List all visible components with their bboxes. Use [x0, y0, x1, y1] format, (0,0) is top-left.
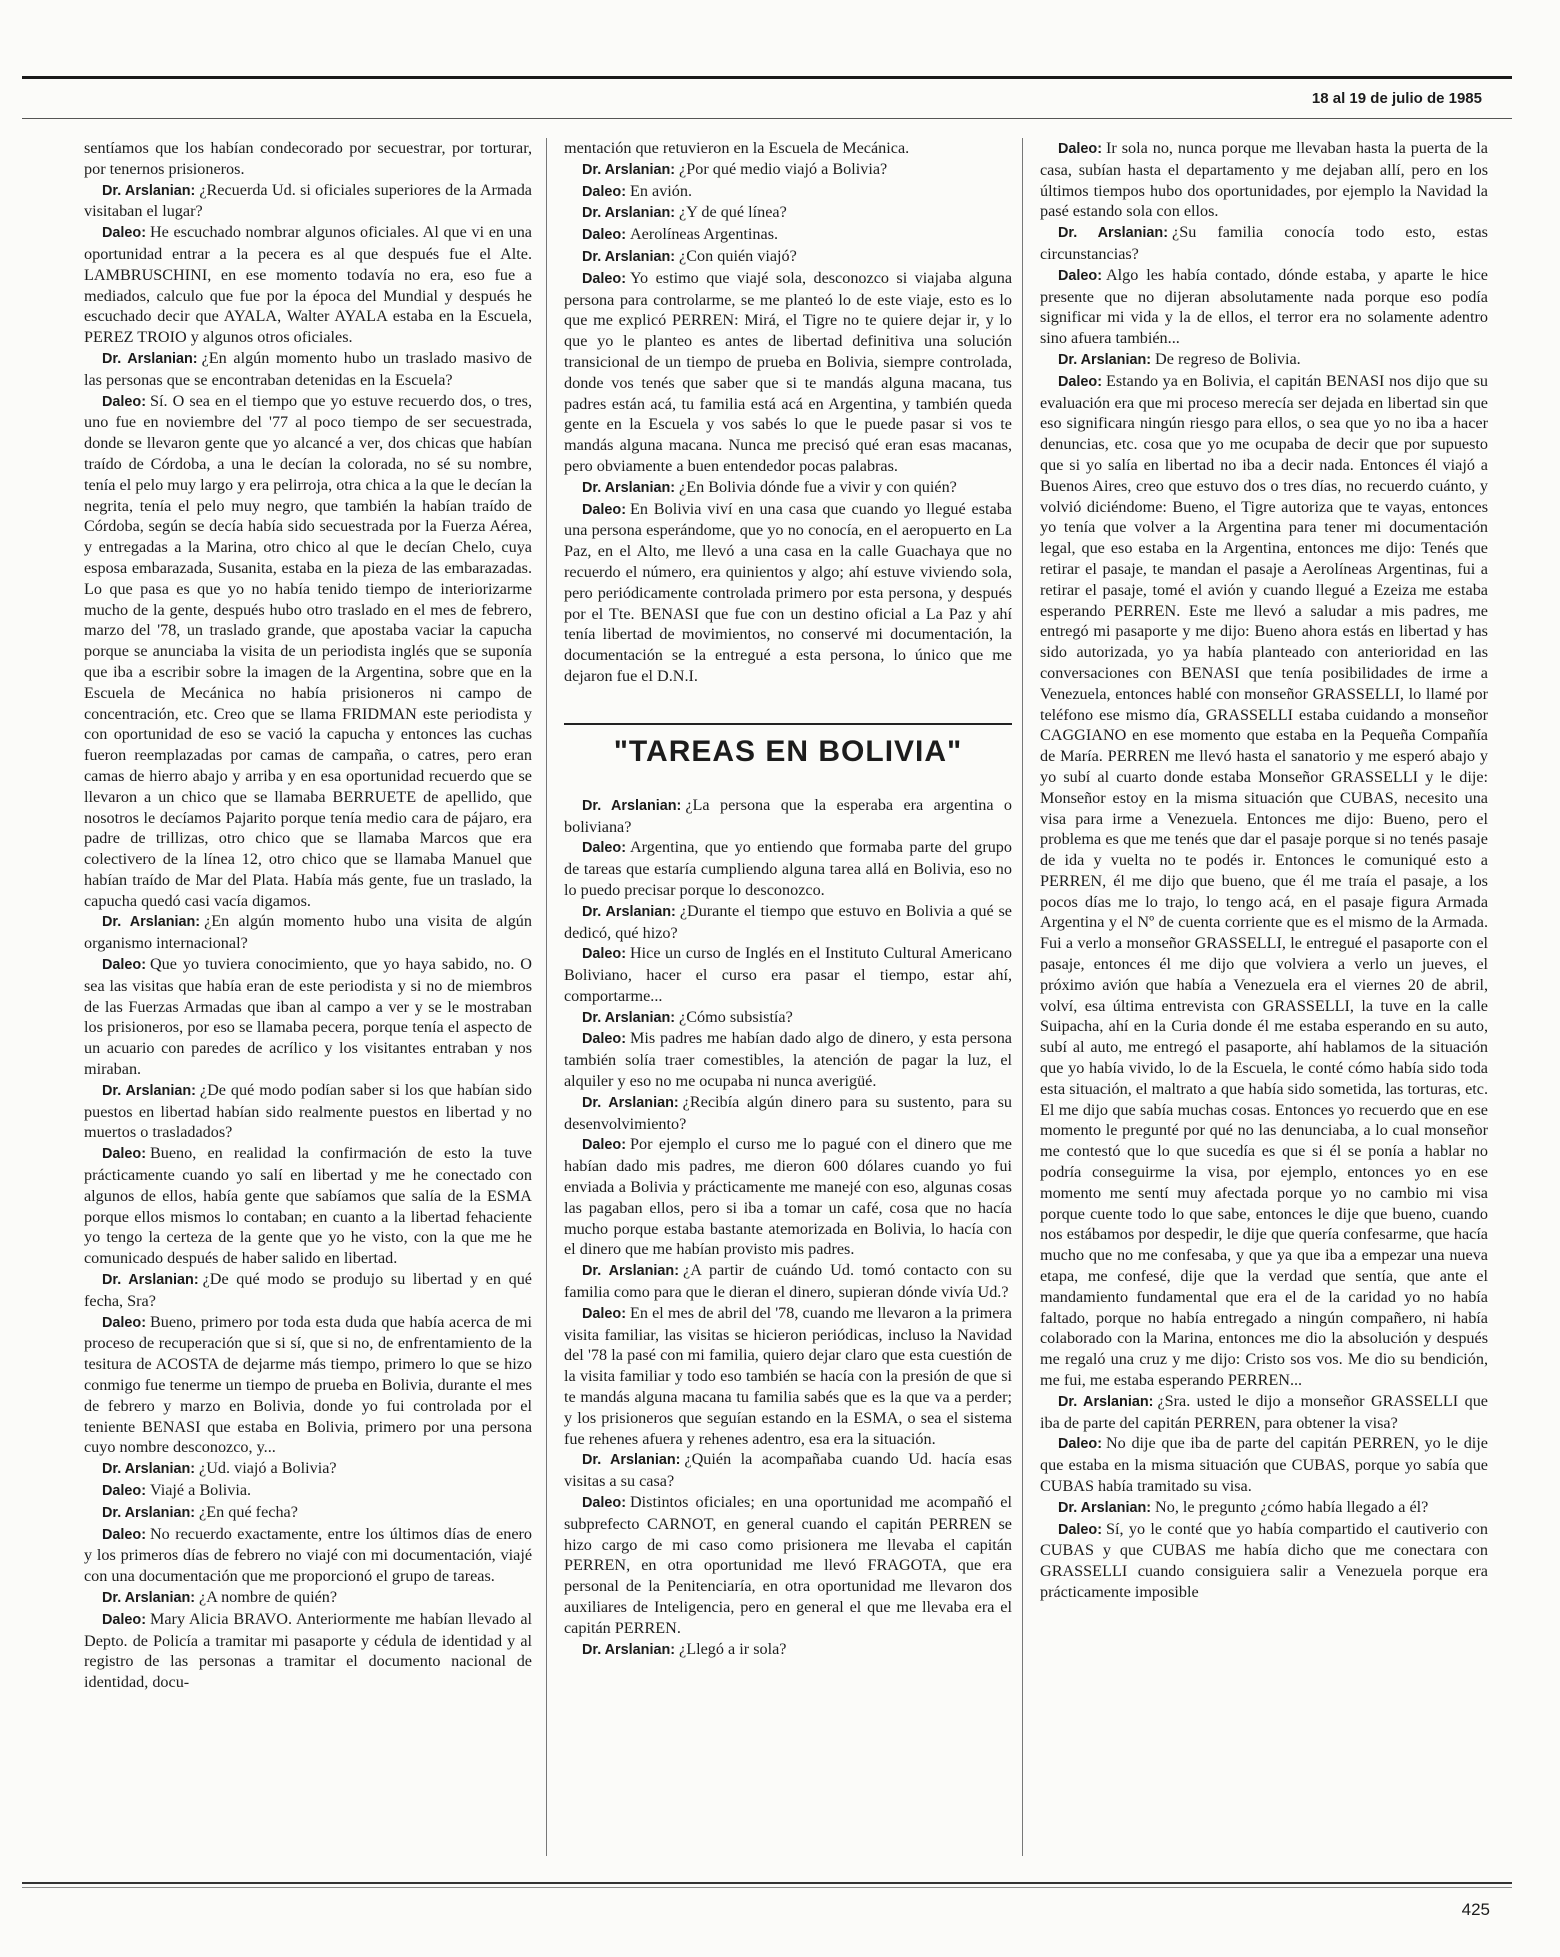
- paragraph: [84, 1269, 532, 1312]
- paragraph-text: Que yo tuviera conocimiento, que yo haya sabido, no. O sea las visitas que había eran de este periodista y si no de miembros de las Fuerzas Armadas que iban al campo a ver y se le mostraban los prisioneros, por eso se llamaba pecera, porque tenía el aspecto de un acuario con paredes de acrílico y los visitantes entraban y nos miraban.: [84, 955, 532, 1079]
- speaker-label: Daleo:: [582, 1305, 626, 1322]
- paragraph: [84, 180, 532, 223]
- column-2-top: [564, 138, 1012, 687]
- paragraph: [84, 222, 532, 348]
- speaker-label: Daleo:: [102, 225, 146, 242]
- speaker-label: Daleo:: [102, 1483, 146, 1499]
- paragraph-text: Yo estimo que viajé sola, desconozco si viajaba alguna persona para controlarme, se me planteó lo de este viaje, esto es lo que me explicó PERREN: Mirá, el Tigre no te quiere dejar ir, y lo que yo le planteo es antes de libertad definitiva una solución transicional de un tiempo de prueba en Bolivia, siempre controlada, donde vos tenés que saber que si te mandás alguna macana, tus padres están acá, tu familia está acá en Argentina, y también queda gente en la Escuela y vos sabés lo que le puede pasar si vos te mandás alguna macana. Nunca me precisó qué eran esas macanas, pero obviamente a buen entendedor pocas palabras.: [564, 268, 1012, 475]
- paragraph-text: Sí, yo le conté que yo había compartido el cautiverio con CUBAS y que CUBAS me había dicho que me conectara con GRASSELLI cuando consiguiera salir a Venezuela porque era prácticamente imposible: [1040, 1519, 1488, 1601]
- speaker-label: Dr. Arslanian:: [1058, 1499, 1152, 1516]
- speaker-label: Daleo:: [102, 1526, 146, 1543]
- column-2-bottom: [564, 795, 1012, 1661]
- section-heading-box: [564, 723, 1012, 771]
- paragraph: [84, 1524, 532, 1587]
- issue-date: 18 al 19 de julio de 1985: [1311, 90, 1482, 107]
- speaker-label: Daleo:: [102, 1146, 146, 1163]
- paragraph-text: ¿Llegó a ir sola?: [679, 1639, 787, 1658]
- paragraph-text: ¿Recuerda Ud. si oficiales superiores de la Armada visitaban el lugar?: [84, 180, 532, 221]
- speaker-label: Daleo:: [102, 957, 146, 974]
- paragraph-text: ¿Sra. usted le dijo a monseñor GRASSELLI que iba de parte del capitán PERREN, para obtener la visa?: [1040, 1391, 1488, 1432]
- paragraph: [564, 246, 1012, 268]
- paragraph: [564, 268, 1012, 477]
- paragraph: [564, 1260, 1012, 1303]
- paragraph-text: Algo les había contado, dónde estaba, y aparte le hice presente que no dijeran absolutamente nada porque eso podía significar mi vida y la de ellos, el terror era no solamente adentro sino afuera también...: [1040, 265, 1488, 348]
- speaker-label: Dr. Arslanian:: [582, 903, 676, 920]
- paragraph-text: ¿Cómo subsistía?: [679, 1007, 793, 1026]
- paragraph: [1040, 371, 1488, 1391]
- speaker-label: Daleo:: [582, 840, 626, 857]
- column-2: [564, 138, 1012, 1660]
- paragraph-text: ¿Y de qué línea?: [679, 203, 787, 222]
- speaker-label: Daleo:: [102, 1611, 146, 1628]
- speaker-label: Daleo:: [102, 393, 146, 410]
- paragraph: [84, 1502, 532, 1524]
- paragraph: [1040, 1391, 1488, 1434]
- paragraph-text: ¿En qué fecha?: [199, 1502, 298, 1521]
- paragraph-text: ¿Ud. viajó a Bolivia?: [199, 1459, 337, 1478]
- paragraph-text: Bueno, en realidad la confirmación de esto la tuve prácticamente cuando yo salí en libertad y me he conectado con algunos de ellos, había gente que sabíamos que salía de la ESMA porque ellos mismos lo contaban; en cuanto a la libertad fehaciente yo tengo la certeza de la gente que yo he visto, con la que me he comunicado después de haber salido en libertad.: [84, 1144, 532, 1268]
- paragraph-text: ¿De qué modo podían saber si los que habían sido puestos en libertad habían sido realmente puestos en libertad y no muertos o trasladados?: [84, 1080, 532, 1142]
- paragraph-text: ¿Su familia conocía todo esto, estas circunstancias?: [1040, 223, 1488, 263]
- paragraph-text: En avión.: [629, 181, 693, 200]
- header-rule: [22, 118, 1512, 119]
- paragraph: [84, 348, 532, 391]
- speaker-label: Dr. Arslanian:: [582, 1009, 676, 1026]
- speaker-label: Dr. Arslanian:: [102, 1272, 199, 1289]
- paragraph-text: En el mes de abril del '78, cuando me llevaron a la primera visita familiar, las visitas se hicieron periódicas, incluso la Navidad del '78 la pasé con mi familia, quiero dejar claro que esta cuestión de la visita familiar y todo eso también se hacía con la presión de que si te mandás alguna macana tu familia sabés que es la que va a perder; y los prisioneros que seguían estando en la ESMA, o sea el sistema fue rehenes afuera y rehenes adentro, esa era la situación.: [564, 1303, 1012, 1448]
- paragraph-text: ¿De qué modo se produjo su libertad y en qué fecha, Sra?: [84, 1270, 532, 1310]
- paragraph: [84, 1143, 532, 1269]
- paragraph: [564, 181, 1012, 203]
- paragraph: [84, 138, 532, 180]
- speaker-label: Dr. Arslanian:: [582, 1641, 676, 1658]
- speaker-label: Dr. Arslanian:: [1058, 1393, 1154, 1410]
- paragraph-text: ¿A partir de cuándo Ud. tomó contacto con su familia como para que le dieran el dinero, supieran dónde vivía Ud.?: [564, 1261, 1012, 1302]
- paragraph-text: Estando ya en Bolivia, el capitán BENASI nos dijo que su evaluación era que mi proceso merecía ser dejada en libertad sin que eso significara ningún riesgo para ellos, o sea que yo no iba a hacer denuncias, etc. cosa que yo me ocupaba de decir que por supuesto que si yo salía en libertad no iba a decir nada. Entonces él viajó a Buenos Aires, creo que estuvo dos o tres días, no recuerdo cuánto, y volvió diciéndome: Bueno, el Tigre autoriza que te vayas, entonces yo tenía que volver a la Argentina para tener mi documentación legal, que eso estaba en la Argentina, entonces me dijo: Tenés que retirar el pasaje, te mandan el pasaje a Aerolíneas Argentinas, fui a retirar el pasaje, tomé el avión y cuando llegué a Ezeiza me estaba esperando PERREN. Este me llevó a saludar a mis padres, me entregó mi pasaporte y me dijo: Bueno ahora estás en libertad y has sido autorizada, yo ya había planteado con anterioridad en las conversaciones con BENASI que tenía posibilidades de irme a Venezuela, entonces hablé con monseñor GRASSELLI, lo llamé por teléfono ese mismo día, GRASSELLI estaba cuidando a monseñor CAGGIANO en ese momento que estaba en la Pequeña Compañía de María. PERREN me llevó hasta el sanatorio y me esperó abajo y yo subí al cuarto donde estaba Monseñor GRASSELLI y le dije: Monseñor estoy en la misma situación que CUBAS, necesito una visa para irme a Venezuela. Entonces me dijo: Bueno, pero el problema es que me tenés que dar el pasaje porque si no tenés pasaje de ida y vuelta no te podés ir. Entonces le comuniqué esto a PERREN, él me dijo que bueno, que él me traía el pasaje, a los pocos días me lo trajo, lo tengo acá, en el pasaje figura Armada Argentina y el Nº de cuenta corriente que es el mismo de la Armada. Fui a verlo a monseñor GRASSELLI, le entregué el pasaporte con el pasaje, entonces él me dijo que volviera a verlo un jueves, el próximo avión que había a Venezuela era el viernes 20 de abril, volví, esa última entrevista con GRASSELLI, la tuve en la calle Suipacha, ahí en la Curia donde él me estaba esperando en su auto, subí al auto, me entregó el pasaporte, ahí hablamos de la situación que yo había vivido, lo de la Escuela, le conté cómo había sido toda esta situación, el maltrato a que había sido sometida, las torturas, etc. El me dijo que sabía muchas cosas. Entonces yo recuerdo que en ese momento le pregunté por qué no las denunciaba, a lo cual monseñor me contestó que lo que sucedía es que si él se ponía a hablar no podría conseguirme la visa, por ejemplo, entonces yo en ese momento me sentí muy afectada porque yo no cambio mi visa porque cuente todo lo que sabe, entonces le dije que bueno, cuando nos estábamos por despedir, le dije que quería confesarme, que hacía mucho que no me confesaba, y que ya que iba a empezar una nueva etapa, me confesé, dije que la verdad que sentía, que ante el mandamiento fundamental que era el de la caridad yo no había faltado, porque no había entregado a ningún compañero, ni había colaborado con la Marina, entonces me dio la absolución y después me regaló una cruz y me dijo: Cristo sos vos. Me dio su bendición, me fui, me estaba esperando PERREN...: [1040, 371, 1488, 1390]
- paragraph-text: ¿En Bolivia dónde fue a vivir y con quién?: [679, 477, 957, 496]
- paragraph: [84, 1587, 532, 1609]
- speaker-label: Dr. Arslanian:: [582, 1094, 679, 1111]
- paragraph-text: ¿Por qué medio viajó a Bolivia?: [679, 159, 888, 178]
- speaker-label: Dr. Arslanian:: [582, 479, 676, 496]
- paragraph: [564, 1134, 1012, 1260]
- bottom-rule: [22, 1882, 1512, 1884]
- paragraph: [564, 1639, 1012, 1661]
- paragraph: [1040, 1519, 1488, 1603]
- page-number: 425: [1461, 1900, 1490, 1919]
- paragraph: [84, 1312, 532, 1459]
- paragraph: [1040, 138, 1488, 222]
- column-1: [84, 138, 532, 1693]
- paragraph-text: ¿Con quién viajó?: [679, 246, 797, 265]
- paragraph-text: Hice un curso de Inglés en el Instituto Cultural Americano Boliviano, hacer el curso era pasar el tiempo, estar ahí, comportarme...: [564, 944, 1012, 1005]
- paragraph: [1040, 349, 1488, 371]
- paragraph-text: He escuchado nombrar algunos oficiales. Al que vi en una oportunidad entrar a la pecera es al que después fue el Alte. LAMBRUSCHINI, en ese momento todavía no era, eso fue a mediados, calculo que fue por la época del Mundial y después he escuchado decir que AYALA, Walter AYALA estaba en la Escuela, PEREZ TROIO y algunos otros oficiales.: [84, 223, 532, 347]
- paragraph: [84, 911, 532, 954]
- section-heading: "TAREAS EN BOLIVIA": [613, 734, 963, 768]
- paragraph: [84, 1080, 532, 1143]
- paragraph: [84, 1458, 532, 1480]
- speaker-label: Dr. Arslanian:: [582, 1452, 681, 1469]
- paragraph-text: Aerolíneas Argentinas.: [629, 225, 779, 244]
- paragraph: [564, 138, 1012, 159]
- speaker-label: Daleo:: [1058, 373, 1102, 390]
- paragraph: [1040, 222, 1488, 265]
- speaker-label: Dr. Arslanian:: [102, 1082, 196, 1099]
- speaker-label: Daleo:: [582, 501, 626, 518]
- paragraph-text: Por ejemplo el curso me lo pagué con el dinero que me habían dado mis padres, me dieron 600 dólares cuando yo fui enviada a Bolivia y prácticamente me manejé con eso, algunas cosas las pagaban ellos, pero si iba a tomar un café, cosa que no hacía mucho porque estaba bastante atemorizada en Bolivia, lo hacía con el dinero que me habían provisto mis padres.: [564, 1135, 1012, 1259]
- speaker-label: Dr. Arslanian:: [102, 1461, 196, 1478]
- paragraph-text: De regreso de Bolivia.: [1155, 349, 1301, 368]
- speaker-label: Daleo:: [582, 1495, 626, 1512]
- paragraph: [564, 224, 1012, 246]
- paragraph-text: ¿En algún momento hubo un traslado masivo de las personas que se encontraban detenidas en la Escuela?: [84, 348, 532, 389]
- paragraph: [564, 1092, 1012, 1135]
- speaker-label: Dr. Arslanian:: [102, 914, 201, 931]
- paragraph: [84, 391, 532, 912]
- paragraph: [564, 901, 1012, 944]
- paragraph-text: ¿En algún momento hubo una visita de algún organismo internacional?: [84, 912, 532, 953]
- speaker-label: Daleo:: [582, 1137, 626, 1154]
- speaker-label: Daleo:: [582, 1031, 626, 1048]
- paragraph-text: Mis padres me habían dado algo de dinero, y esta persona también solía traer comestibles, la atención de pagar la luz, el alquiler y eso no me ocupaba ni nunca averigüé.: [564, 1029, 1012, 1091]
- paragraph: [1040, 265, 1488, 349]
- speaker-label: Daleo:: [1058, 1521, 1102, 1538]
- speaker-label: Daleo:: [582, 270, 626, 287]
- speaker-label: Dr. Arslanian:: [1058, 225, 1169, 242]
- speaker-label: Dr. Arslanian:: [582, 1263, 680, 1280]
- paragraph: [1040, 1497, 1488, 1519]
- paragraph-text: No, le pregunto ¿cómo había llegado a él?: [1155, 1497, 1429, 1516]
- paragraph: [564, 1303, 1012, 1450]
- paragraph: [564, 202, 1012, 224]
- paragraph: [84, 1609, 532, 1693]
- paragraph-text: ¿La persona que la esperaba era argentina o boliviana?: [564, 795, 1012, 836]
- speaker-label: Dr. Arslanian:: [102, 1589, 196, 1606]
- paragraph: [564, 943, 1012, 1006]
- paragraph-text: Sí. O sea en el tiempo que yo estuve recuerdo dos, o tres, uno fue en noviembre del '77 al poco tiempo de ser secuestrada, donde se llevaron gente que yo alcancé a ver, dos chicas que habían traído de Córdoba, a una le decían la colorada, no sé su nombre, tenía el pelo muy largo y era pelirroja, otra chica a la que le decían la negrita, tenía el pelo muy negro, que también la habían traído de Córdoba, según se decía había sido secuestrada por la Fuerza Aérea, y entregadas a la Marina, otro chico al que le decían Chelo, cuya esposa embarazada, Susanita, estaba en la pieza de las embarazadas. Lo que pasa es que yo no había tenido tiempo de interiorizarme mucho de la gente, después hubo otro traslado en el mes de febrero, marzo del '78, un traslado grande, que apostaba vaciar la capucha porque se anunciaba la visita de un periodista inglés que se suponía que iba a escribir sobre la imagen de la Argentina, sobre que en la Escuela de Mecánica no había prisioneros ni campo de concentración, etc. Creo que se llama FRIDMAN este periodista y con oportunidad de eso se vació la capucha y entonces las cuchas fueron reemplazadas por camas de campaña, o catres, pero eran camas de hierro abajo y arriba y en esa oportunidad recuerdo que se llevaron a un chico que se llamaba BERRUETE de apellido, que nosotros le decíamos Pajarito porque tenía medio cara de pájaro, era padre de trillizas, otro chico que se llamaba Marcos que era colectivero de la línea 12, otro chico que se llamaba Manuel que habían traído de Mar del Plata. Había más gente, fue un traslado, la capucha quedó casi vacía digamos.: [84, 391, 532, 910]
- paragraph-text: Distintos oficiales; en una oportunidad me acompañó el subprefecto CARNOT, en general cuando el capitán PERREN se hizo cargo de mi caso como prisionera me llevaba el capitán PERREN, en otra oportunidad me llevó FRAGOTA, que era personal de la Penitenciaría, en otra oportunidad me llevaron dos auxiliares de Inteligencia, pero en general el que me llevaba era el capitán PERREN.: [564, 1493, 1012, 1637]
- speaker-label: Dr. Arslanian:: [582, 248, 676, 265]
- paragraph-text: No dije que iba de parte del capitán PERREN, yo le dije que estaba en la misma situación que CUBAS, porque yo sabía que CUBAS había tramitado su visa.: [1040, 1434, 1488, 1495]
- paragraph-text: ¿A nombre de quién?: [199, 1587, 338, 1606]
- speaker-label: Dr. Arslanian:: [582, 205, 676, 222]
- speaker-label: Dr. Arslanian:: [1058, 351, 1152, 368]
- paragraph: [564, 1449, 1012, 1492]
- speaker-label: Daleo:: [582, 946, 626, 963]
- bottom-rule-thin: [22, 1887, 1512, 1888]
- paragraph: [84, 1480, 532, 1502]
- column-divider: [546, 138, 547, 1856]
- paragraph-text: Mary Alicia BRAVO. Anteriormente me habían llevado al Depto. de Policía a tramitar mi pasaporte y cédula de identidad y al registro de las personas a tramitar el documento nacional de identidad, docu-: [84, 1609, 532, 1692]
- speaker-label: Dr. Arslanian:: [102, 182, 196, 199]
- paragraph: [84, 954, 532, 1080]
- speaker-label: Daleo:: [582, 183, 626, 200]
- paragraph: [1040, 1433, 1488, 1496]
- paragraph-text: Ir sola no, nunca porque me llevaban hasta la puerta de la casa, subían hasta el departamento y me dejaban allí, pero en los últimos tiempos hubo dos oportunidades, por ejemplo la Navidad la pasé estando sola con ellos.: [1040, 139, 1488, 221]
- column-divider: [1022, 138, 1023, 1856]
- paragraph-text: En Bolivia viví en una casa que cuando yo llegué estaba una persona esperándome, que yo no conocía, en el aeropuerto en La Paz, en el Alto, me llevó a una casa en la calle Guachaya que no recuerdo el número, era quinientos y algo; ahí estuve viviendo sola, pero periódicamente controlada primero por esta persona, y después por el Tte. BENASI que fue con un destino oficial a La Paz y ahí tenía libertad de movimientos, no conservé mi documentación, la documentación se la entregué a esta persona, lo único que me dejaron fue el D.N.I.: [564, 499, 1012, 685]
- speaker-label: Dr. Arslanian:: [582, 161, 676, 178]
- paragraph-text: ¿Recibía algún dinero para su sustento, para su desenvolvimiento?: [564, 1092, 1012, 1133]
- paragraph: [564, 1492, 1012, 1639]
- speaker-label: Dr. Arslanian:: [102, 1504, 196, 1521]
- column-3: [1040, 138, 1488, 1603]
- paragraph-text: Bueno, primero por toda esta duda que había acerca de mi proceso de recuperación que si sí, que si no, de enfrentamiento de la tesitura de ACOSTA de dejarme más tiempo, primero lo que se hizo conmigo fue tenerme un tiempo de prueba en Bolivia, durante el mes de febrero y marzo en Bolivia, donde yo fui controlada por el teniente BENASI que estaba en Bolivia, primero por una persona cuyo nombre desconozco, y...: [84, 1312, 532, 1457]
- paragraph-text: Argentina, que yo entiendo que formaba parte del grupo de tareas que estaría cumpliendo alguna tarea allá en Bolivia, eso no lo puedo precisar porque lo desconozco.: [564, 838, 1012, 899]
- paragraph: [564, 499, 1012, 687]
- speaker-label: Dr. Arslanian:: [582, 797, 682, 814]
- speaker-label: Daleo:: [102, 1314, 146, 1331]
- paragraph-text: ¿Durante el tiempo que estuvo en Bolivia a qué se dedicó, qué hizo?: [564, 901, 1012, 942]
- speaker-label: Dr. Arslanian:: [102, 350, 198, 367]
- speaker-label: Daleo:: [582, 227, 626, 244]
- speaker-label: Daleo:: [1058, 1436, 1102, 1453]
- paragraph-text: sentíamos que los habían condecorado por secuestrar, por torturar, por tenernos prisioneros.: [84, 139, 532, 178]
- paragraph: [564, 159, 1012, 181]
- paragraph: [564, 837, 1012, 900]
- speaker-label: Daleo:: [1058, 267, 1102, 284]
- paragraph-text: mentación que retuvieron en la Escuela de Mecánica.: [564, 139, 910, 157]
- top-rule: [22, 76, 1512, 79]
- paragraph: [564, 1007, 1012, 1029]
- paragraph: [564, 477, 1012, 499]
- paragraph: [564, 795, 1012, 838]
- paragraph-text: No recuerdo exactamente, entre los últimos días de enero y los primeros días de febrero no viajé con mi documentación, viajé con una documentación que me proporcionó el grupo de tareas.: [84, 1524, 532, 1586]
- paragraph-text: Viajé a Bolivia.: [149, 1481, 252, 1499]
- paragraph: [564, 1028, 1012, 1091]
- paragraph-text: ¿Quién la acompañaba cuando Ud. hacía esas visitas a su casa?: [564, 1450, 1012, 1491]
- speaker-label: Daleo:: [1058, 141, 1102, 157]
